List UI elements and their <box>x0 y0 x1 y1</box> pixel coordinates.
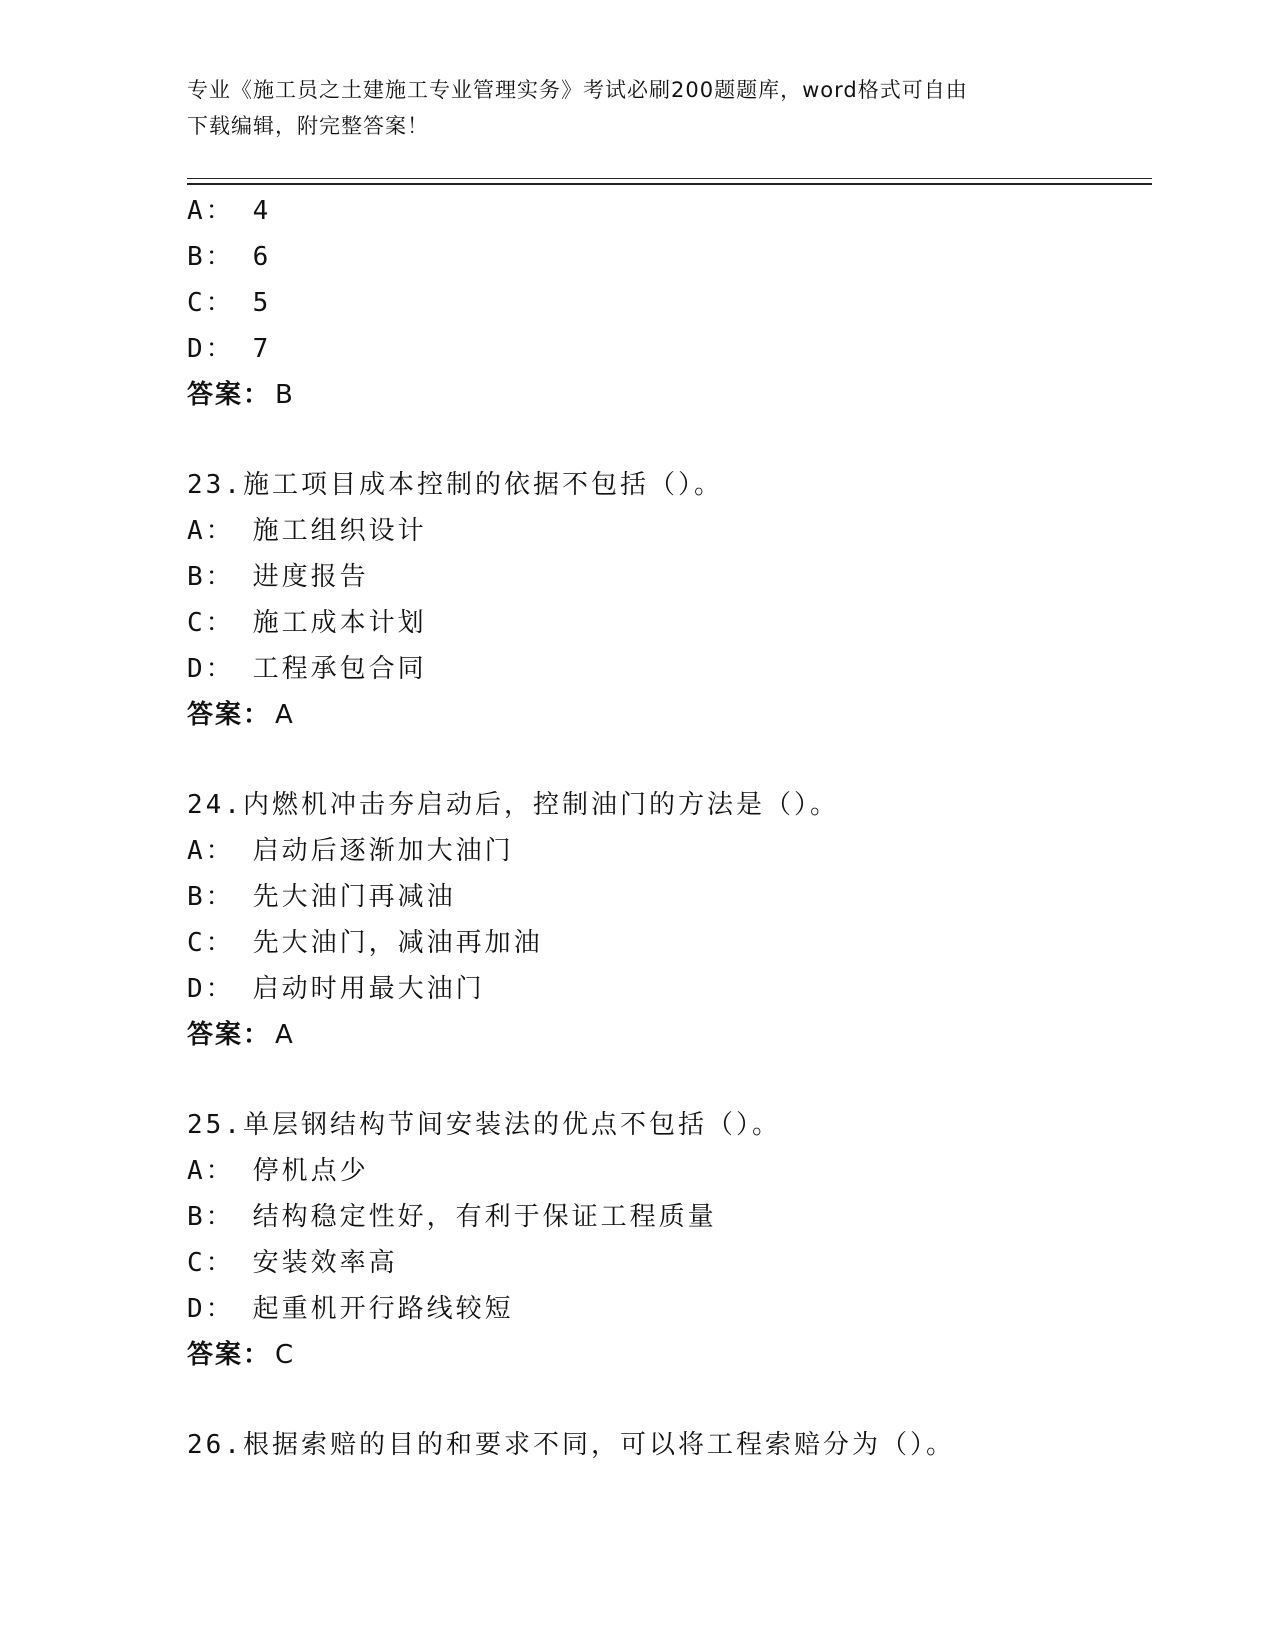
option-d: D： 启动时用最大油门 <box>187 974 485 1004</box>
spacer <box>187 418 1137 462</box>
question-text: 25.单层钢结构节间安装法的优点不包括（）。 <box>187 1110 781 1140</box>
answer-line <box>187 1332 1137 1378</box>
header-line-2: 下载编辑，附完整答案！ <box>187 114 429 138</box>
answer-label: 答案： <box>187 1340 272 1370</box>
option-d: D： 7 <box>187 334 272 364</box>
header-divider-thick <box>187 183 1152 185</box>
option-b: B： 6 <box>187 242 272 272</box>
option-b: B： 结构稳定性好，有利于保证工程质量 <box>187 1202 717 1232</box>
answer-label: 答案： <box>187 380 272 410</box>
question-22 <box>187 188 1137 418</box>
question-26 <box>187 1422 1137 1468</box>
option-b: B： 先大油门再减油 <box>187 882 456 912</box>
question-23 <box>187 462 1137 738</box>
answer-line <box>187 1012 1137 1058</box>
question-text: 23.施工项目成本控制的依据不包括（）。 <box>187 470 723 500</box>
answer-label: 答案： <box>187 700 272 730</box>
option-d: D： 起重机开行路线较短 <box>187 1294 514 1324</box>
question-25 <box>187 1102 1137 1378</box>
option-c: C： 先大油门，减油再加油 <box>187 928 543 958</box>
spacer <box>187 738 1137 782</box>
option-d: D： 工程承包合同 <box>187 654 427 684</box>
option-c: C： 5 <box>187 288 272 318</box>
option-c: C： 施工成本计划 <box>187 608 427 638</box>
header-line-1: 专业《施工员之土建施工专业管理实务》考试必刷200题题库，word格式可自由 <box>187 78 968 102</box>
spacer <box>187 1378 1137 1422</box>
answer-value: B <box>275 380 295 410</box>
answer-value: A <box>275 1020 295 1050</box>
question-text: 26.根据索赔的目的和要求不同，可以将工程索赔分为（）。 <box>187 1430 955 1460</box>
document-header <box>187 72 1087 144</box>
option-a: A： 停机点少 <box>187 1156 369 1186</box>
answer-label: 答案： <box>187 1020 272 1050</box>
answer-line <box>187 372 1137 418</box>
spacer <box>187 1058 1137 1102</box>
option-b: B： 进度报告 <box>187 562 369 592</box>
header-divider-thin <box>187 178 1152 179</box>
option-a: A： 施工组织设计 <box>187 516 427 546</box>
option-a: A： 启动后逐渐加大油门 <box>187 836 514 866</box>
question-24 <box>187 782 1137 1058</box>
answer-value: A <box>275 700 295 730</box>
option-c: C： 安装效率高 <box>187 1248 398 1278</box>
answer-line <box>187 692 1137 738</box>
question-text: 24.内燃机冲击夯启动后，控制油门的方法是（）。 <box>187 790 839 820</box>
option-a: A： 4 <box>187 196 272 226</box>
question-list <box>187 188 1137 1468</box>
answer-value: C <box>275 1340 296 1370</box>
